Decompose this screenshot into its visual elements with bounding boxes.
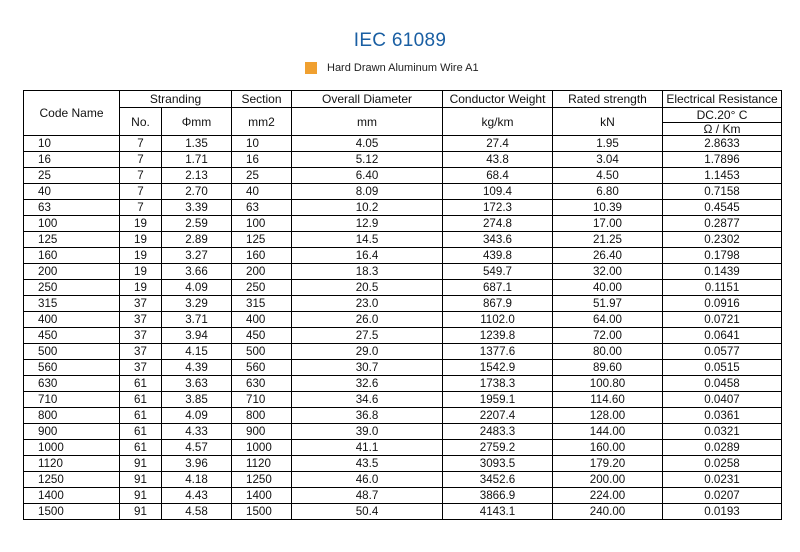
cell-rated-strength: 4.50 [553,168,663,184]
table-row [24,472,782,488]
cell-section: 1500 [232,504,292,520]
cell-resistance: 0.2302 [663,232,782,248]
cell-strand-no: 61 [120,424,162,440]
cell-conductor-weight: 687.1 [443,280,553,296]
table-row [24,248,782,264]
cell-section: 1000 [232,440,292,456]
cell-strand-dia: 4.09 [162,280,232,296]
cell-strand-no: 19 [120,232,162,248]
header-electrical-resistance: Electrical Resistance [663,91,782,108]
cell-code-name: 400 [24,312,120,328]
cell-strand-no: 7 [120,184,162,200]
cell-section: 1120 [232,456,292,472]
cell-strand-dia: 3.63 [162,376,232,392]
table-row [24,232,782,248]
header-rated-strength-unit: kN [553,108,663,136]
table-row [24,296,782,312]
cell-strand-no: 37 [120,312,162,328]
cell-resistance: 0.0361 [663,408,782,424]
cell-resistance: 0.0458 [663,376,782,392]
cell-code-name: 125 [24,232,120,248]
cell-strand-dia: 3.94 [162,328,232,344]
cell-resistance: 0.1798 [663,248,782,264]
cell-strand-no: 61 [120,408,162,424]
cell-code-name: 1000 [24,440,120,456]
cell-rated-strength: 160.00 [553,440,663,456]
cell-rated-strength: 128.00 [553,408,663,424]
cell-resistance: 0.4545 [663,200,782,216]
cell-rated-strength: 32.00 [553,264,663,280]
cell-conductor-weight: 27.4 [443,136,553,152]
cell-resistance: 0.0577 [663,344,782,360]
cell-code-name: 1500 [24,504,120,520]
cell-overall-diameter: 41.1 [292,440,443,456]
cell-strand-no: 37 [120,328,162,344]
cell-code-name: 450 [24,328,120,344]
cell-strand-no: 61 [120,376,162,392]
cell-strand-dia: 2.70 [162,184,232,200]
cell-resistance: 0.2877 [663,216,782,232]
cell-strand-dia: 4.33 [162,424,232,440]
cell-strand-dia: 2.59 [162,216,232,232]
cell-rated-strength: 114.60 [553,392,663,408]
table-row [24,392,782,408]
cell-code-name: 1250 [24,472,120,488]
cell-section: 40 [232,184,292,200]
cell-conductor-weight: 68.4 [443,168,553,184]
cell-code-name: 630 [24,376,120,392]
cell-code-name: 200 [24,264,120,280]
cell-section: 315 [232,296,292,312]
cell-strand-dia: 4.43 [162,488,232,504]
header-dia: Φmm [162,108,232,136]
cell-overall-diameter: 20.5 [292,280,443,296]
cell-section: 1250 [232,472,292,488]
cell-resistance: 0.1439 [663,264,782,280]
cell-resistance: 0.0321 [663,424,782,440]
cell-resistance: 0.0207 [663,488,782,504]
cell-rated-strength: 51.97 [553,296,663,312]
cell-rated-strength: 179.20 [553,456,663,472]
table-row [24,200,782,216]
table-row [24,440,782,456]
cell-overall-diameter: 48.7 [292,488,443,504]
cell-section: 800 [232,408,292,424]
cell-strand-no: 19 [120,280,162,296]
cell-overall-diameter: 29.0 [292,344,443,360]
cell-section: 25 [232,168,292,184]
cell-conductor-weight: 2483.3 [443,424,553,440]
cell-code-name: 900 [24,424,120,440]
cell-strand-no: 37 [120,296,162,312]
cell-rated-strength: 200.00 [553,472,663,488]
cell-conductor-weight: 2207.4 [443,408,553,424]
table-row [24,488,782,504]
cell-strand-dia: 1.71 [162,152,232,168]
cell-rated-strength: 6.80 [553,184,663,200]
cell-strand-dia: 2.89 [162,232,232,248]
cell-rated-strength: 40.00 [553,280,663,296]
cell-section: 500 [232,344,292,360]
spec-table [23,90,782,520]
cell-rated-strength: 3.04 [553,152,663,168]
table-row [24,376,782,392]
cell-section: 900 [232,424,292,440]
cell-resistance: 0.0407 [663,392,782,408]
cell-resistance: 1.1453 [663,168,782,184]
cell-rated-strength: 26.40 [553,248,663,264]
cell-strand-no: 91 [120,472,162,488]
cell-resistance: 0.0515 [663,360,782,376]
header-section: Section [232,91,292,108]
table-row [24,328,782,344]
cell-resistance: 0.0721 [663,312,782,328]
cell-rated-strength: 224.00 [553,488,663,504]
header-resistance-condition: DC.20° C [663,108,782,123]
cell-section: 250 [232,280,292,296]
cell-conductor-weight: 1377.6 [443,344,553,360]
cell-conductor-weight: 1959.1 [443,392,553,408]
cell-section: 560 [232,360,292,376]
cell-rated-strength: 89.60 [553,360,663,376]
cell-resistance: 0.0258 [663,456,782,472]
cell-resistance: 0.7158 [663,184,782,200]
header-rated-strength: Rated strength [553,91,663,108]
cell-section: 450 [232,328,292,344]
cell-code-name: 800 [24,408,120,424]
cell-strand-no: 61 [120,440,162,456]
cell-overall-diameter: 23.0 [292,296,443,312]
cell-rated-strength: 64.00 [553,312,663,328]
cell-resistance: 0.1151 [663,280,782,296]
cell-strand-no: 7 [120,152,162,168]
cell-conductor-weight: 3452.6 [443,472,553,488]
cell-section: 710 [232,392,292,408]
table-row [24,264,782,280]
cell-rated-strength: 72.00 [553,328,663,344]
cell-section: 63 [232,200,292,216]
cell-overall-diameter: 4.05 [292,136,443,152]
cell-strand-dia: 4.58 [162,504,232,520]
cell-conductor-weight: 867.9 [443,296,553,312]
cell-code-name: 1400 [24,488,120,504]
legend [305,62,479,74]
table-row [24,136,782,152]
cell-strand-no: 19 [120,264,162,280]
table-row [24,424,782,440]
cell-resistance: 2.8633 [663,136,782,152]
cell-code-name: 100 [24,216,120,232]
cell-resistance: 0.0916 [663,296,782,312]
cell-strand-dia: 3.29 [162,296,232,312]
cell-resistance: 0.0641 [663,328,782,344]
cell-overall-diameter: 5.12 [292,152,443,168]
cell-conductor-weight: 43.8 [443,152,553,168]
cell-rated-strength: 100.80 [553,376,663,392]
cell-conductor-weight: 3093.5 [443,456,553,472]
cell-code-name: 500 [24,344,120,360]
cell-code-name: 16 [24,152,120,168]
cell-rated-strength: 80.00 [553,344,663,360]
cell-conductor-weight: 3866.9 [443,488,553,504]
cell-strand-dia: 3.27 [162,248,232,264]
cell-strand-dia: 2.13 [162,168,232,184]
cell-overall-diameter: 18.3 [292,264,443,280]
cell-overall-diameter: 32.6 [292,376,443,392]
cell-strand-dia: 3.96 [162,456,232,472]
cell-code-name: 160 [24,248,120,264]
cell-overall-diameter: 46.0 [292,472,443,488]
cell-strand-no: 7 [120,168,162,184]
cell-overall-diameter: 43.5 [292,456,443,472]
table-row [24,184,782,200]
header-resistance-unit: Ω / Km [663,123,782,136]
cell-strand-no: 37 [120,360,162,376]
header-section-unit: mm2 [232,108,292,136]
cell-strand-dia: 3.85 [162,392,232,408]
cell-strand-dia: 4.57 [162,440,232,456]
cell-section: 200 [232,264,292,280]
page-title: IEC 61089 [353,30,447,51]
cell-section: 100 [232,216,292,232]
table-row [24,360,782,376]
cell-overall-diameter: 39.0 [292,424,443,440]
cell-conductor-weight: 109.4 [443,184,553,200]
header-no: No. [120,108,162,136]
cell-code-name: 63 [24,200,120,216]
cell-code-name: 40 [24,184,120,200]
cell-overall-diameter: 10.2 [292,200,443,216]
cell-resistance: 1.7896 [663,152,782,168]
cell-resistance: 0.0289 [663,440,782,456]
cell-section: 630 [232,376,292,392]
table-body [24,136,782,520]
table-row [24,152,782,168]
cell-strand-no: 61 [120,392,162,408]
header-conductor-weight-unit: kg/km [443,108,553,136]
cell-rated-strength: 21.25 [553,232,663,248]
header-overall-diameter-unit: mm [292,108,443,136]
cell-strand-no: 37 [120,344,162,360]
cell-conductor-weight: 172.3 [443,200,553,216]
cell-overall-diameter: 34.6 [292,392,443,408]
cell-conductor-weight: 4143.1 [443,504,553,520]
cell-conductor-weight: 1738.3 [443,376,553,392]
cell-conductor-weight: 1102.0 [443,312,553,328]
cell-strand-no: 91 [120,456,162,472]
cell-overall-diameter: 16.4 [292,248,443,264]
legend-label: Hard Drawn Aluminum Wire A1 [327,62,479,74]
table-row [24,168,782,184]
cell-overall-diameter: 30.7 [292,360,443,376]
cell-section: 1400 [232,488,292,504]
table-row [24,456,782,472]
table-row [24,280,782,296]
cell-section: 125 [232,232,292,248]
cell-strand-dia: 4.15 [162,344,232,360]
cell-strand-dia: 4.18 [162,472,232,488]
header-stranding: Stranding [120,91,232,108]
cell-strand-no: 91 [120,504,162,520]
cell-overall-diameter: 6.40 [292,168,443,184]
table-row [24,216,782,232]
cell-rated-strength: 144.00 [553,424,663,440]
cell-strand-dia: 1.35 [162,136,232,152]
cell-conductor-weight: 439.8 [443,248,553,264]
header-conductor-weight: Conductor Weight [443,91,553,108]
cell-overall-diameter: 14.5 [292,232,443,248]
cell-rated-strength: 240.00 [553,504,663,520]
table-row [24,344,782,360]
cell-overall-diameter: 36.8 [292,408,443,424]
cell-code-name: 1120 [24,456,120,472]
cell-code-name: 250 [24,280,120,296]
cell-section: 160 [232,248,292,264]
cell-strand-dia: 3.66 [162,264,232,280]
cell-overall-diameter: 12.9 [292,216,443,232]
cell-overall-diameter: 26.0 [292,312,443,328]
cell-resistance: 0.0193 [663,504,782,520]
cell-overall-diameter: 8.09 [292,184,443,200]
cell-strand-no: 19 [120,216,162,232]
cell-overall-diameter: 27.5 [292,328,443,344]
cell-section: 10 [232,136,292,152]
table-row [24,504,782,520]
header-code-name: Code Name [24,91,120,136]
cell-conductor-weight: 274.8 [443,216,553,232]
table-row [24,408,782,424]
cell-rated-strength: 17.00 [553,216,663,232]
cell-conductor-weight: 1239.8 [443,328,553,344]
cell-code-name: 710 [24,392,120,408]
cell-strand-no: 19 [120,248,162,264]
cell-code-name: 25 [24,168,120,184]
legend-swatch [305,62,317,74]
cell-strand-no: 7 [120,136,162,152]
cell-overall-diameter: 50.4 [292,504,443,520]
cell-strand-no: 7 [120,200,162,216]
cell-code-name: 10 [24,136,120,152]
cell-strand-no: 91 [120,488,162,504]
cell-conductor-weight: 549.7 [443,264,553,280]
cell-rated-strength: 10.39 [553,200,663,216]
cell-conductor-weight: 1542.9 [443,360,553,376]
table-row [24,312,782,328]
cell-code-name: 315 [24,296,120,312]
header-overall-diameter: Overall Diameter [292,91,443,108]
cell-strand-dia: 3.39 [162,200,232,216]
cell-strand-dia: 3.71 [162,312,232,328]
cell-conductor-weight: 2759.2 [443,440,553,456]
cell-conductor-weight: 343.6 [443,232,553,248]
cell-section: 400 [232,312,292,328]
cell-code-name: 560 [24,360,120,376]
cell-resistance: 0.0231 [663,472,782,488]
cell-strand-dia: 4.09 [162,408,232,424]
cell-rated-strength: 1.95 [553,136,663,152]
cell-section: 16 [232,152,292,168]
cell-strand-dia: 4.39 [162,360,232,376]
